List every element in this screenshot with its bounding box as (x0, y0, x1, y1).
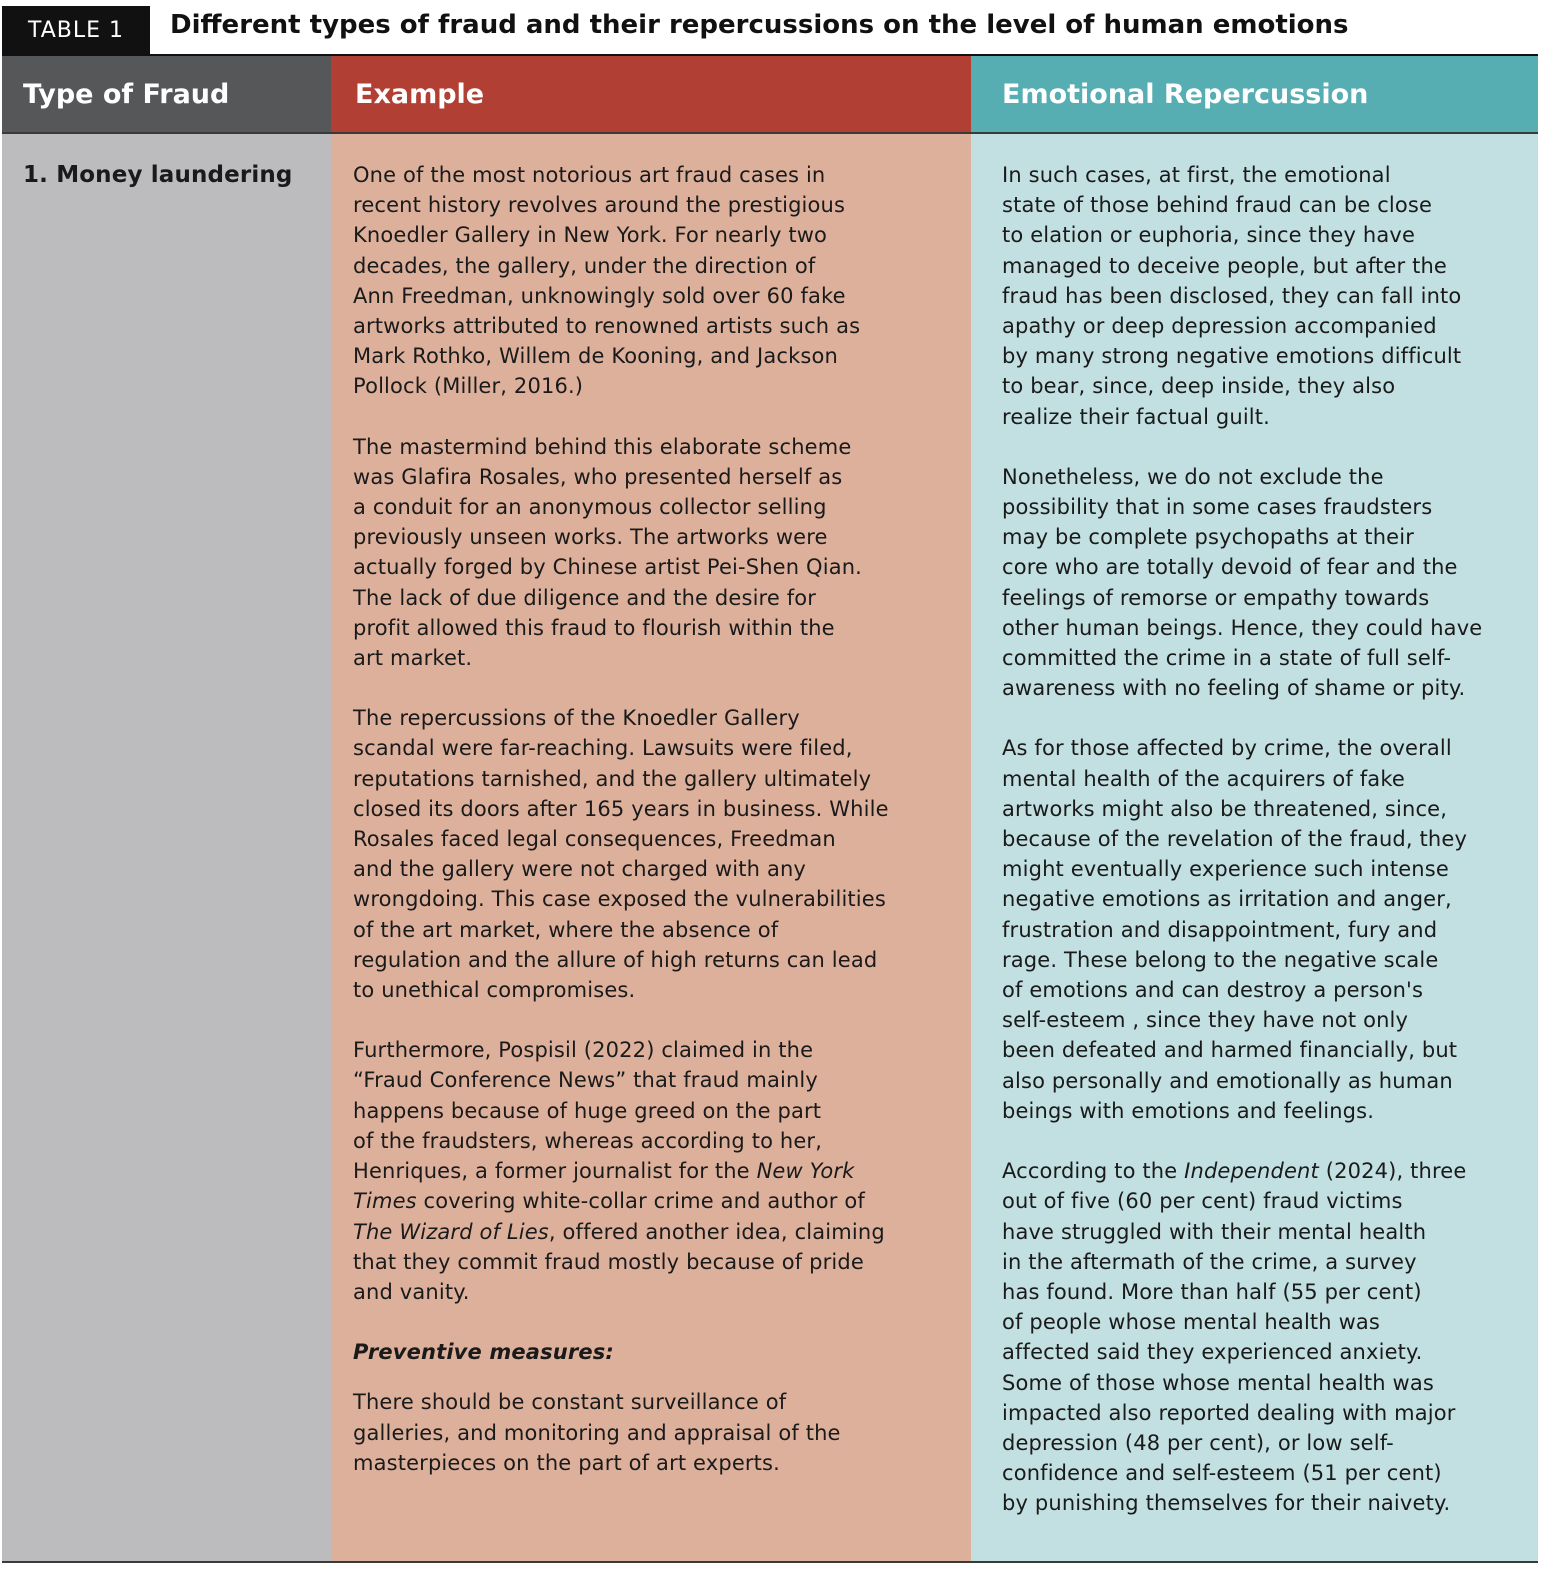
emotion-cell (971, 134, 1538, 1519)
fraud-type-label: 1. Money laundering (23, 162, 293, 188)
text-line: has found. More than half (55 per cent) (1002, 1279, 1422, 1304)
example-paragraph (353, 432, 961, 674)
text-line: actually forged by Chinese artist Pei-Shen Qian. (353, 555, 862, 580)
text-line: possibility that in some cases fraudsters (1002, 495, 1433, 520)
text-line: awareness with no feeling of shame or pity. (1002, 676, 1466, 701)
table-title: Different types of fraud and their repercussions on the level of human emotions (170, 10, 1349, 40)
publication-title: Times (353, 1189, 417, 1214)
text-line: previously unseen works. The artworks were (353, 525, 828, 550)
text-line: feelings of remorse or empathy towards (1002, 585, 1430, 610)
text-line: committed the crime in a state of full self- (1002, 646, 1452, 671)
text-line: “Fraud Conference News” that fraud mainly (353, 1068, 818, 1093)
text-line: and the gallery were not charged with any (353, 857, 807, 882)
text-line: of emotions and can destroy a person's (1002, 978, 1424, 1003)
text-line: confidence and self-esteem (51 per cent) (1002, 1461, 1442, 1486)
text-line: fraud has been disclosed, they can fall into (1002, 283, 1462, 308)
text-line: also personally and emotionally as human (1002, 1068, 1453, 1093)
text-line: state of those behind fraud can be close (1002, 193, 1433, 218)
emotion-paragraph (1002, 160, 1532, 432)
text-line: reputations tarnished, and the gallery ultimately (353, 766, 872, 791)
text-line: There should be constant surveillance of (353, 1390, 787, 1415)
text-line: decades, the gallery, under the direction of (353, 253, 816, 278)
text-line: galleries, and monitoring and appraisal of the (353, 1420, 841, 1445)
text-line: of the fraudsters, whereas according to her, (353, 1128, 823, 1153)
text-line: frustration and disappointment, fury and (1002, 917, 1438, 942)
text-line: The repercussions of the Knoedler Gallery (353, 706, 800, 731)
text-line: may be complete psychopaths at their (1002, 525, 1414, 550)
text-line: art market. (353, 646, 473, 671)
text-line: In such cases, at first, the emotional (1002, 163, 1391, 187)
text-line: As for those affected by crime, the overall (1002, 736, 1452, 761)
header-emotional-repercussion: Emotional Repercussion (971, 56, 1538, 134)
text-line: Rosales faced legal consequences, Freedman (353, 827, 836, 852)
example-paragraph (353, 160, 961, 402)
text-line: depression (48 per cent), or low self- (1002, 1430, 1394, 1455)
text-line: mental health of the acquirers of fake (1002, 766, 1405, 791)
publication-title: Independent (1184, 1159, 1319, 1184)
text-line: have struggled with their mental health (1002, 1219, 1427, 1244)
text-line: The lack of due diligence and the desire for (353, 585, 817, 610)
text-line: Some of those whose mental health was (1002, 1370, 1434, 1395)
text-line: profit allowed this fraud to flourish within the (353, 615, 835, 640)
emotion-paragraph (1002, 1156, 1532, 1518)
text-line: to elation or euphoria, since they have (1002, 223, 1416, 248)
table-label: TABLE 1 (2, 6, 150, 54)
text-fragment: (2024), three (1318, 1159, 1467, 1184)
text-line: in the aftermath of the crime, a survey (1002, 1249, 1417, 1274)
emotion-paragraph (1002, 733, 1532, 1126)
text-line: affected said they experienced anxiety. (1002, 1340, 1423, 1365)
text-line: core who are totally devoid of fear and the (1002, 555, 1458, 580)
text-line: a conduit for an anonymous collector selling (353, 495, 827, 520)
text-line: managed to deceive people, but after the (1002, 253, 1447, 278)
text-line: and vanity. (353, 1279, 470, 1304)
text-line: self-esteem , since they have not only (1002, 1008, 1409, 1033)
text-line: of the art market, where the absence of (353, 917, 779, 942)
preventive-measures-text (353, 1387, 961, 1478)
text-line: Furthermore, Pospisil (2022) claimed in the (353, 1038, 814, 1063)
text-line: artworks attributed to renowned artists such as (353, 314, 861, 339)
text-line: wrongdoing. This case exposed the vulnerabilities (353, 887, 886, 912)
example-paragraph (353, 703, 961, 1005)
example-cell (331, 134, 971, 1478)
emotion-paragraph (1002, 462, 1532, 704)
text-line: Ann Freedman, unknowingly sold over 60 fake (353, 283, 846, 308)
text-line: closed its doors after 165 years in business. While (353, 796, 889, 821)
column-type-of-fraud (2, 56, 331, 1561)
table-caption (0, 0, 1552, 56)
text-line: out of five (60 per cent) fraud victims (1002, 1189, 1403, 1214)
header-type-of-fraud: Type of Fraud (2, 56, 331, 134)
text-line: of people whose mental health was (1002, 1310, 1381, 1335)
column-example (331, 56, 971, 1561)
text-line: negative emotions as irritation and anger, (1002, 887, 1452, 912)
text-line: to unethical compromises. (353, 978, 636, 1003)
text-line: beings with emotions and feelings. (1002, 1098, 1375, 1123)
text-fragment: covering white-collar crime and author of (416, 1189, 865, 1214)
text-line: happens because of huge greed on the part (353, 1098, 822, 1123)
bottom-rule (2, 1561, 1538, 1563)
text-line: Pollock (Miller, 2016.) (353, 374, 584, 399)
example-paragraph (353, 1035, 961, 1307)
text-line (353, 1186, 961, 1216)
text-line: Nonetheless, we do not exclude the (1002, 464, 1384, 489)
text-line: by punishing themselves for their naivety. (1002, 1491, 1451, 1516)
text-line: impacted also reported dealing with major (1002, 1400, 1456, 1425)
column-emotional-repercussion (971, 56, 1538, 1561)
text-line: recent history revolves around the prestigious (353, 193, 846, 218)
text-line: rage. These belong to the negative scale (1002, 947, 1439, 972)
header-example: Example (331, 56, 971, 134)
text-line: by many strong negative emotions difficult (1002, 344, 1462, 369)
text-line: was Glafira Rosales, who presented herself as (353, 464, 843, 489)
fraud-type-cell (2, 134, 331, 190)
text-line: to bear, since, deep inside, they also (1002, 374, 1396, 399)
text-line (353, 1217, 961, 1247)
text-fragment: , offered another idea, claiming (548, 1219, 885, 1244)
text-line (1002, 1156, 1532, 1186)
text-line: Mark Rothko, Willem de Kooning, and Jackson (353, 344, 838, 369)
text-line: realize their factual guilt. (1002, 404, 1271, 429)
text-line: Knoedler Gallery in New York. For nearly two (353, 223, 828, 248)
text-line: masterpieces on the part of art experts. (353, 1450, 780, 1475)
text-line: artworks might also be threatened, since, (1002, 796, 1448, 821)
text-lines (1002, 1186, 1532, 1518)
text-line: regulation and the allure of high returns can lead (353, 947, 878, 972)
text-line: apathy or deep depression accompanied (1002, 314, 1437, 339)
text-line: because of the revelation of the fraud, they (1002, 827, 1468, 852)
text-line: One of the most notorious art fraud cases in (353, 163, 826, 187)
text-line: been defeated and harmed financially, but (1002, 1038, 1458, 1063)
text-line (353, 1156, 961, 1186)
text-line: scandal were far-reaching. Lawsuits were filed, (353, 736, 853, 761)
text-fragment: According to the (1002, 1159, 1185, 1184)
text-line: The mastermind behind this elaborate scheme (353, 434, 852, 459)
text-line: other human beings. Hence, they could have (1002, 615, 1483, 640)
text-line: might eventually experience such intense (1002, 857, 1449, 882)
preventive-measures-heading: Preventive measures: (353, 1340, 614, 1365)
publication-title: New York (756, 1159, 855, 1184)
text-fragment: Henriques, a former journalist for the (353, 1159, 757, 1184)
book-title: The Wizard of Lies (353, 1219, 549, 1244)
text-line: that they commit fraud mostly because of pride (353, 1249, 864, 1274)
